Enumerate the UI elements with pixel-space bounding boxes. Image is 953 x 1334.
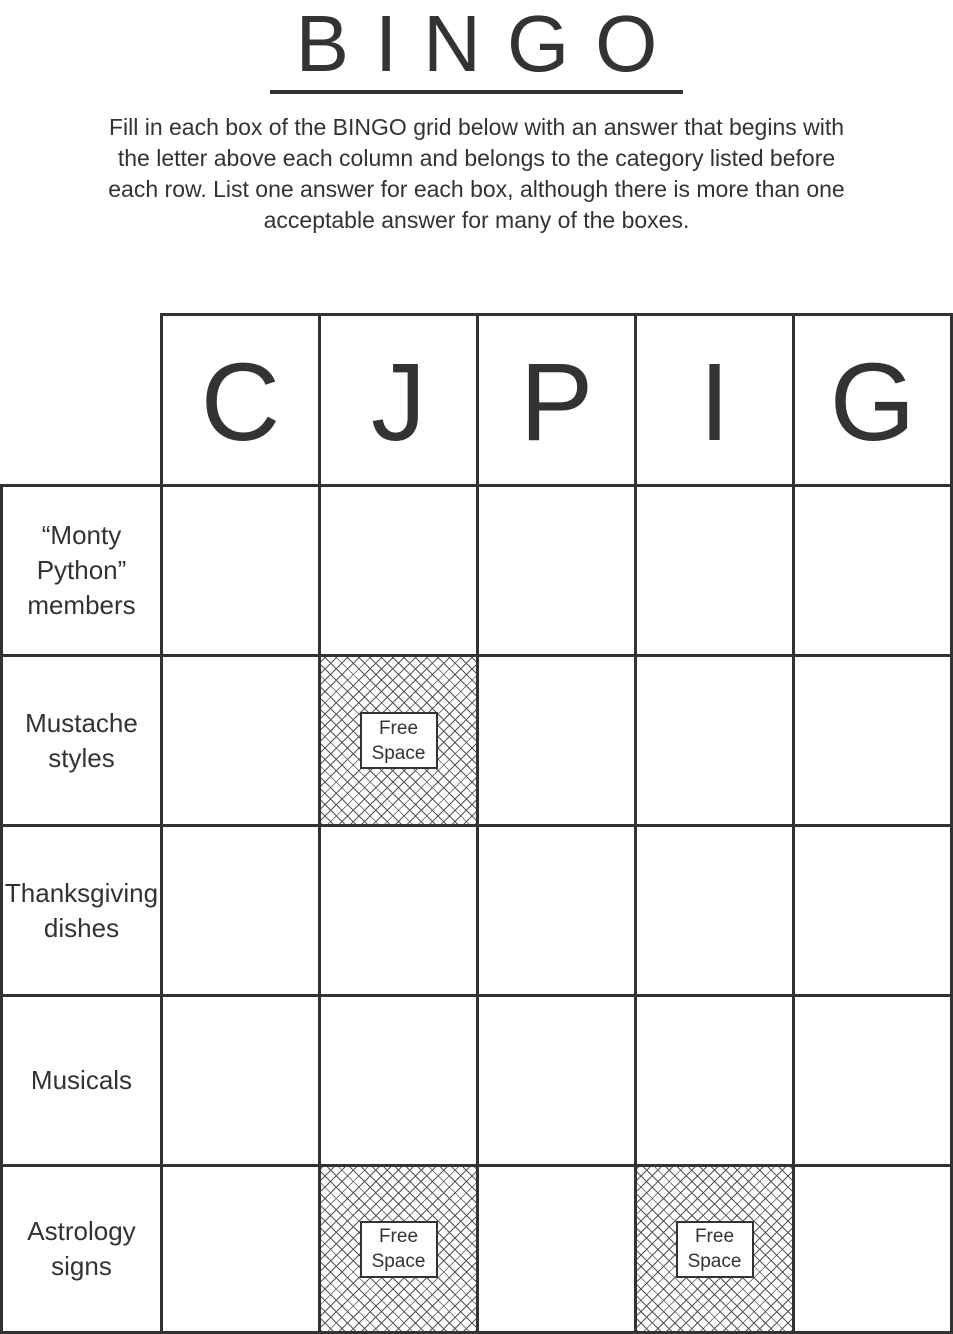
column-letter: I xyxy=(699,341,730,464)
row-label-3: Thanksgiving dishes xyxy=(0,824,163,997)
column-letter: J xyxy=(371,341,426,464)
answer-box[interactable] xyxy=(792,824,953,997)
answer-box[interactable] xyxy=(792,1164,953,1334)
free-space-label xyxy=(676,1221,754,1278)
row-label-5: Astrology signs xyxy=(0,1164,163,1334)
column-letter: C xyxy=(200,341,281,464)
free-space-cell xyxy=(318,654,479,827)
instructions: Fill in each box of the BINGO grid below with an answer that begins with the letter above each column and belongs to the category listed before each row. List one answer for each box, although there is more than one acceptable answer for many of the boxes. xyxy=(108,114,845,233)
answer-box[interactable] xyxy=(160,824,321,997)
column-header-5 xyxy=(792,313,953,487)
title-text: BINGO xyxy=(270,4,684,94)
free-space-label xyxy=(360,1221,438,1278)
answer-box[interactable] xyxy=(160,484,321,657)
answer-box[interactable] xyxy=(634,654,795,827)
answer-box[interactable] xyxy=(318,994,479,1167)
free-space-line1: Free xyxy=(378,1226,419,1247)
answer-box[interactable] xyxy=(634,484,795,657)
free-space-cell xyxy=(634,1164,795,1334)
answer-box[interactable] xyxy=(792,654,953,827)
answer-box[interactable] xyxy=(476,1164,637,1334)
free-space-line2: Space xyxy=(371,742,426,764)
free-space-line2: Space xyxy=(687,1251,742,1272)
free-space-label xyxy=(360,712,438,769)
answer-box[interactable] xyxy=(160,1164,321,1334)
answer-box[interactable] xyxy=(318,484,479,657)
answer-box[interactable] xyxy=(634,994,795,1167)
free-space-line1: Free xyxy=(378,717,419,739)
free-space-line2: Space xyxy=(371,1251,426,1272)
column-header-2 xyxy=(318,313,479,487)
answer-box[interactable] xyxy=(792,994,953,1167)
free-space-line1: Free xyxy=(694,1226,735,1247)
row-label-2: Mustache styles xyxy=(0,654,163,827)
answer-box[interactable] xyxy=(634,824,795,997)
row-label-4: Musicals xyxy=(0,994,163,1167)
answer-box[interactable] xyxy=(476,994,637,1167)
row-label-1: “Monty Python” members xyxy=(0,484,163,657)
column-header-3 xyxy=(476,313,637,487)
column-header-1 xyxy=(160,313,321,487)
column-letter: G xyxy=(829,341,916,464)
answer-box[interactable] xyxy=(160,654,321,827)
answer-box[interactable] xyxy=(792,484,953,657)
answer-box[interactable] xyxy=(476,484,637,657)
answer-box[interactable] xyxy=(160,994,321,1167)
column-letter: P xyxy=(519,341,594,464)
answer-box[interactable] xyxy=(476,824,637,997)
free-space-cell xyxy=(318,1164,479,1334)
answer-box[interactable] xyxy=(476,654,637,827)
answer-box[interactable] xyxy=(318,824,479,997)
column-header-4 xyxy=(634,313,795,487)
